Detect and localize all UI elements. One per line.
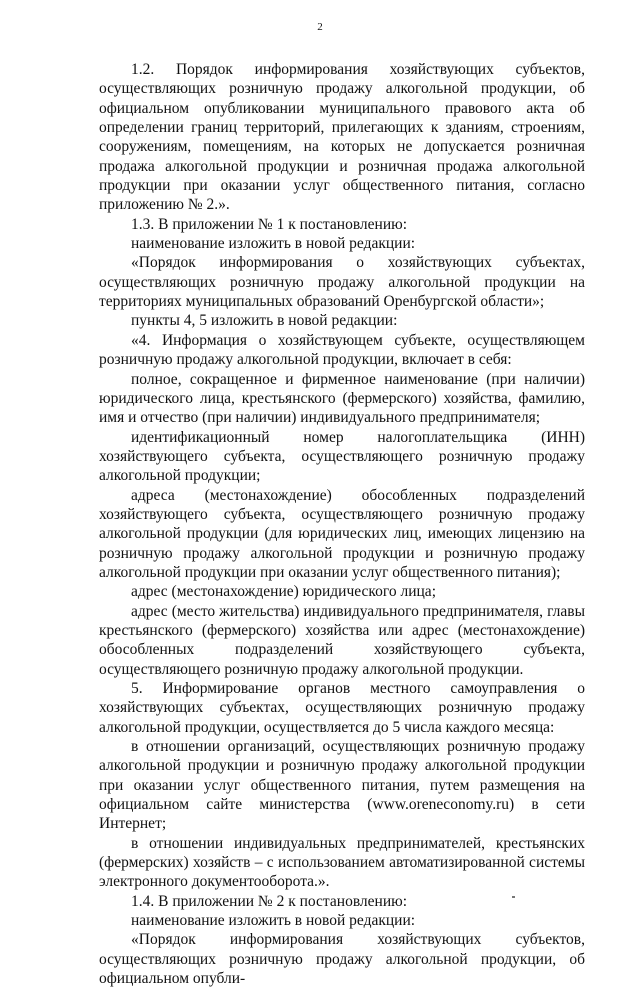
paragraph-1-3: 1.3. В приложении № 1 к постановлению:: [131, 215, 408, 233]
paragraph-points-instruction: пункты 4, 5 изложить в новой редакции:: [131, 312, 398, 330]
paragraph-inn: идентификационный номер налогоплательщика (ИНН) хозяйствующего субъекта, осуществляющего розничную продажу алкогольной продукции;: [99, 428, 585, 485]
paragraph-point-4: «4. Информация о хозяйствующем субъекте, осуществляющем розничную продажу алкогольной продукции, включает в себя:: [99, 331, 585, 369]
paragraph-residence-address: адрес (место жительства) индивидуального предпринимателя, главы крестьянского (фермерского) хозяйства или адрес (местонахождение) обособленных подразделений хозяйствующего субъекта, осуществляющего розничную продажу алкогольной продукции.: [99, 602, 585, 678]
paragraph-new-title-2: «Порядок информирования хозяйствующих субъектов, осуществляющих розничную продажу алкогольной продукции, об официальном опубли-: [99, 931, 585, 988]
paragraph-names: полное, сокращенное и фирменное наименование (при наличии) юридического лица, крестьянского (фермерского) хозяйства, фамилию, имя и отчество (при наличии) индивидуального предпринимателя;: [99, 370, 585, 427]
scan-mark: [512, 896, 515, 898]
paragraph-point-5: 5. Информирование органов местного самоуправления о хозяйствующих субъектах, осуществляющих розничную продажу алкогольной продукции, осуществляется до 5 числа каждого месяца:: [99, 680, 585, 736]
paragraph-title-instruction-2: наименование изложить в новой редакции:: [131, 912, 416, 930]
paragraph-new-title: «Порядок информирования о хозяйствующих субъектах, осуществляющих розничную продажу алкогольной продукции на территориях муниципальных образований Оренбургской области»;: [99, 254, 585, 311]
paragraph-legal-address: адрес (местонахождение) юридического лица;: [131, 583, 436, 601]
body-text: [99, 60, 585, 989]
paragraph-1-4: 1.4. В приложении № 2 к постановлению:: [131, 892, 408, 910]
paragraph-1-2: 1.2. Порядок информирования хозяйствующих субъектов, осуществляющих розничную продажу алкогольной продукции, об официальном опубликовании муниципального правового акта об определении границ территорий, прилегающих к зданиям, строениям, сооружениям, помещениям, на которых не допускается розничная продажа алкогольной продукции и розничная продажа алкогольной продукции при оказании услуг общественного питания, согласно приложению № 2.».: [99, 61, 585, 214]
paragraph-branch-addresses: адреса (местонахождение) обособленных подразделений хозяйствующего субъекта, осуществляющего розничную продажу алкогольной продукции (для юридических лиц, имеющих лицензию на розничную продажу алкогольной продукции и розничную продажу алкогольной продукции при оказании услуг общественного питания);: [99, 486, 585, 581]
page-number: 2: [317, 21, 323, 33]
paragraph-entrepreneurs: в отношении индивидуальных предпринимателей, крестьянских (фермерских) хозяйств – с использованием автоматизированной системы электронного документооборота.».: [99, 834, 585, 891]
paragraph-organizations: в отношении организаций, осуществляющих розничную продажу алкогольной продукции и розничную продажу алкогольной продукции при оказании услуг общественного питания, путем размещения на официальном сайте министерства (www.oreneconomy.ru) в сети Интернет;: [99, 738, 585, 833]
paragraph-title-instruction: наименование изложить в новой редакции:: [131, 235, 416, 253]
